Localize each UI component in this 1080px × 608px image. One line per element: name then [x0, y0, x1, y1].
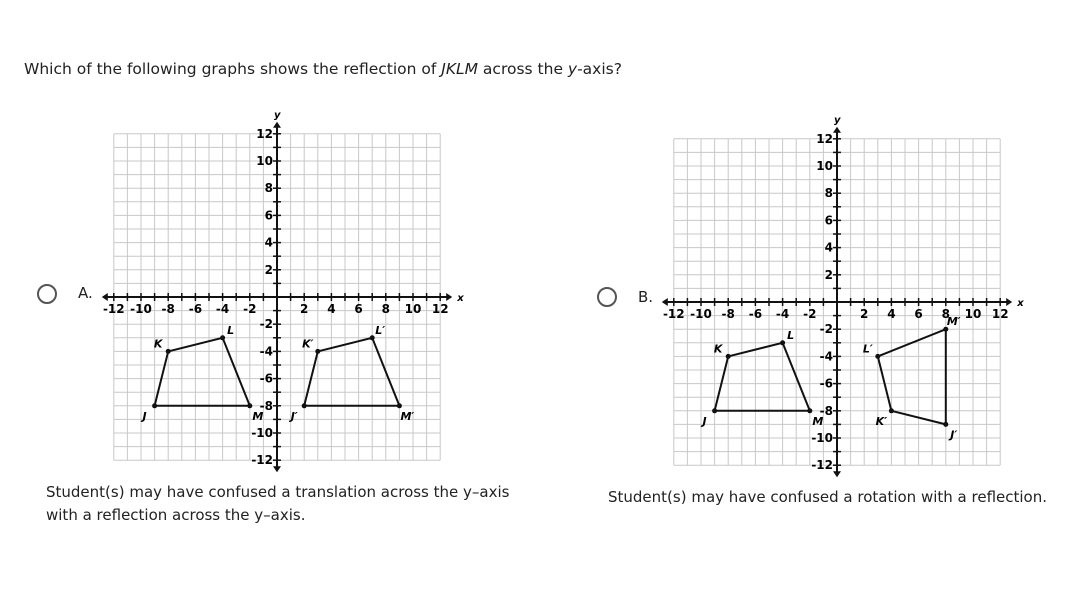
x-tick-label: 12 — [991, 307, 1009, 321]
y-tick-label: -8 — [819, 403, 833, 418]
y-tick-label: -12 — [811, 458, 833, 473]
y-tick-label: -2 — [259, 317, 273, 332]
y-tick-label: 12 — [256, 126, 273, 141]
vertex-label: M′ — [400, 409, 415, 423]
x-tick-label: -6 — [748, 307, 763, 321]
vertex-point — [302, 403, 307, 408]
vertex-point — [712, 408, 717, 413]
vertex-point — [943, 422, 948, 427]
vertex-point — [220, 335, 225, 340]
x-tick-label: 6 — [914, 307, 923, 321]
y-tick-label: -4 — [259, 344, 273, 359]
quadrilateral — [878, 329, 946, 424]
option-b-graph — [650, 110, 1030, 480]
x-tick-label: -8 — [161, 302, 175, 316]
y-tick-label: -10 — [251, 426, 273, 440]
y-tick-label: 2 — [824, 267, 833, 282]
option-a-radio[interactable] — [37, 284, 57, 304]
x-tick-label: -8 — [721, 307, 735, 321]
y-tick-label: 2 — [264, 262, 273, 277]
y-tick-label: -10 — [811, 431, 833, 445]
y-tick-label: -6 — [259, 371, 273, 386]
x-tick-label: 4 — [887, 307, 896, 321]
x-tick-label: -6 — [188, 302, 203, 316]
vertex-point — [315, 349, 320, 354]
vertex-label: L — [227, 323, 235, 337]
vertex-label: J′ — [290, 409, 298, 423]
vertex-label: L′ — [375, 323, 386, 337]
x-tick-label: -12 — [662, 307, 685, 321]
vertex-point — [726, 354, 731, 359]
y-tick-label: -6 — [819, 376, 833, 391]
x-tick-label: 10 — [964, 307, 982, 321]
x-tick-label: 2 — [300, 302, 309, 316]
y-axis-label: y — [834, 114, 841, 126]
x-tick-label: 10 — [404, 302, 422, 316]
y-axis-label: y — [274, 110, 281, 121]
vertex-label: L′ — [862, 342, 873, 356]
y-tick-label: 8 — [264, 181, 273, 196]
quadrilateral — [715, 343, 810, 411]
y-tick-label: -2 — [819, 322, 833, 337]
y-tick-label: -12 — [251, 453, 273, 468]
vertex-point — [247, 403, 252, 408]
x-tick-label: 6 — [354, 302, 363, 316]
quadrilateral — [155, 338, 250, 406]
vertex-label: J — [142, 409, 147, 423]
option-b-radio[interactable] — [597, 287, 617, 307]
x-tick-label: 12 — [431, 302, 449, 316]
vertex-label: J′ — [950, 428, 958, 442]
x-axis-label: x — [457, 293, 464, 304]
option-a-letter: A. — [78, 284, 93, 302]
vertex-point — [370, 335, 375, 340]
option-a-graph — [90, 110, 470, 480]
vertex-label: K′ — [302, 337, 314, 351]
vertex-label: K — [713, 342, 723, 356]
y-tick-label: 6 — [264, 208, 273, 223]
vertex-point — [166, 349, 171, 354]
y-tick-label: 8 — [824, 186, 833, 201]
vertex-point — [780, 340, 785, 345]
vertex-label: J — [702, 414, 707, 428]
figure-name: JKLM — [441, 60, 478, 78]
quadrilateral — [304, 338, 399, 406]
y-tick-label: 4 — [264, 235, 273, 250]
x-tick-label: -2 — [803, 307, 817, 321]
vertex-point — [875, 354, 880, 359]
vertex-point — [397, 403, 402, 408]
x-tick-label: -12 — [102, 302, 125, 316]
question-text: Which of the following graphs shows the reflection of JKLM across the y-axis? — [24, 60, 622, 78]
y-tick-label: -4 — [819, 349, 833, 364]
vertex-point — [889, 408, 894, 413]
x-tick-label: 2 — [860, 307, 869, 321]
vertex-point — [807, 408, 812, 413]
option-b-letter: B. — [638, 288, 654, 306]
x-tick-label: -4 — [215, 302, 230, 316]
x-tick-label: -10 — [130, 302, 152, 316]
vertex-label: M′ — [946, 315, 961, 329]
vertex-label: K′ — [875, 414, 888, 428]
y-tick-label: 6 — [824, 213, 833, 228]
x-axis-label: x — [1017, 298, 1024, 309]
vertex-label: K — [153, 337, 163, 351]
y-tick-label: -8 — [259, 398, 273, 413]
vertex-label: M — [812, 414, 824, 428]
x-tick-label: 8 — [941, 307, 950, 321]
y-tick-label: 10 — [816, 159, 833, 173]
y-tick-label: 4 — [824, 240, 833, 255]
option-a-explanation: Student(s) may have confused a translation across the y–axis with a reflection across the y–axis. — [46, 483, 510, 524]
vertex-label: L — [787, 328, 795, 342]
vertex-label: M — [252, 409, 264, 423]
x-tick-label: 8 — [381, 302, 390, 316]
vertex-point — [152, 403, 157, 408]
option-b-explanation: Student(s) may have confused a rotation with a reflection. — [608, 488, 1047, 506]
x-tick-label: -4 — [775, 307, 790, 321]
y-tick-label: 10 — [256, 154, 273, 168]
x-tick-label: -10 — [690, 307, 712, 321]
x-tick-label: 4 — [327, 302, 336, 316]
x-tick-label: -2 — [243, 302, 257, 316]
y-tick-label: 12 — [816, 131, 833, 146]
